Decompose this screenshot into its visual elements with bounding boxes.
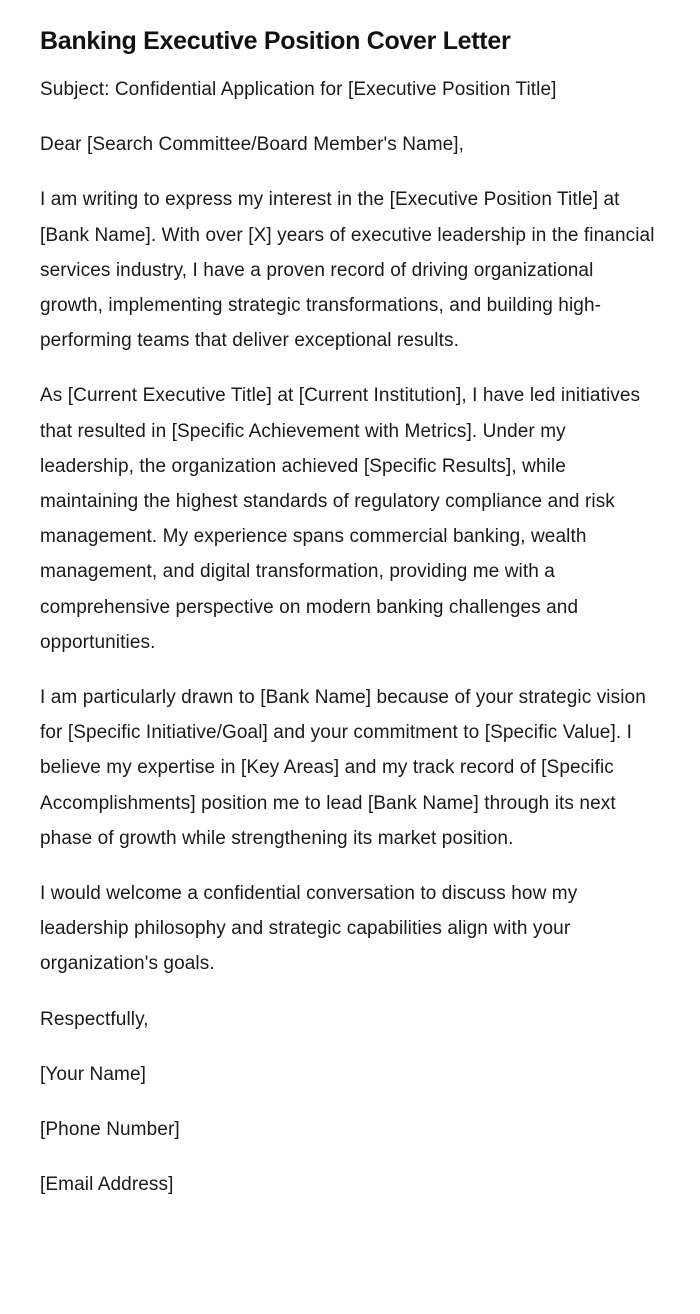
body-paragraph-motivation: I am particularly drawn to [Bank Name] because of your strategic vision for [Specific Initiative/Goal] and your commitment to [Specific Value]. I believe my expertise in [Key Areas] and my track record of [Specific Accomplishments] position me to lead [Bank Name] through its next phase of growth while strengthening its market position. bbox=[40, 687, 646, 849]
body-paragraph-experience: As [Current Executive Title] at [Current Institution], I have led initiatives that resulted in [Specific Achievement with Metrics]. Under my leadership, the organization achieved [Specific Results], while maintaining the highest standards of regulatory compliance and risk management. My experience spans commercial banking, wealth management, and digital transformation, providing me with a comprehensive perspective on modern banking challenges and opportunities. bbox=[40, 385, 641, 653]
body-paragraph-intro: I am writing to express my interest in the [Executive Position Title] at [Bank Name]. With over [X] years of executive leadership in the financial services industry, I have a proven record of driving organizational growth, implementing strategic transformations, and building high-performing teams that deliver exceptional results. bbox=[40, 189, 655, 352]
signature-email: [Email Address] bbox=[40, 1174, 174, 1196]
salutation: Dear [Search Committee/Board Member's Name], bbox=[40, 134, 465, 156]
closing-phrase: Respectfully, bbox=[40, 1008, 149, 1030]
document-title: Banking Executive Position Cover Letter bbox=[40, 27, 511, 55]
signature-name: [Your Name] bbox=[40, 1063, 147, 1085]
signature-phone: [Phone Number] bbox=[40, 1119, 180, 1141]
subject-line: Subject: Confidential Application for [Executive Position Title] bbox=[40, 79, 557, 100]
body-paragraph-closing: I would welcome a confidential conversation to discuss how my leadership philosophy and strategic capabilities align with your organization's goals. bbox=[40, 883, 578, 975]
